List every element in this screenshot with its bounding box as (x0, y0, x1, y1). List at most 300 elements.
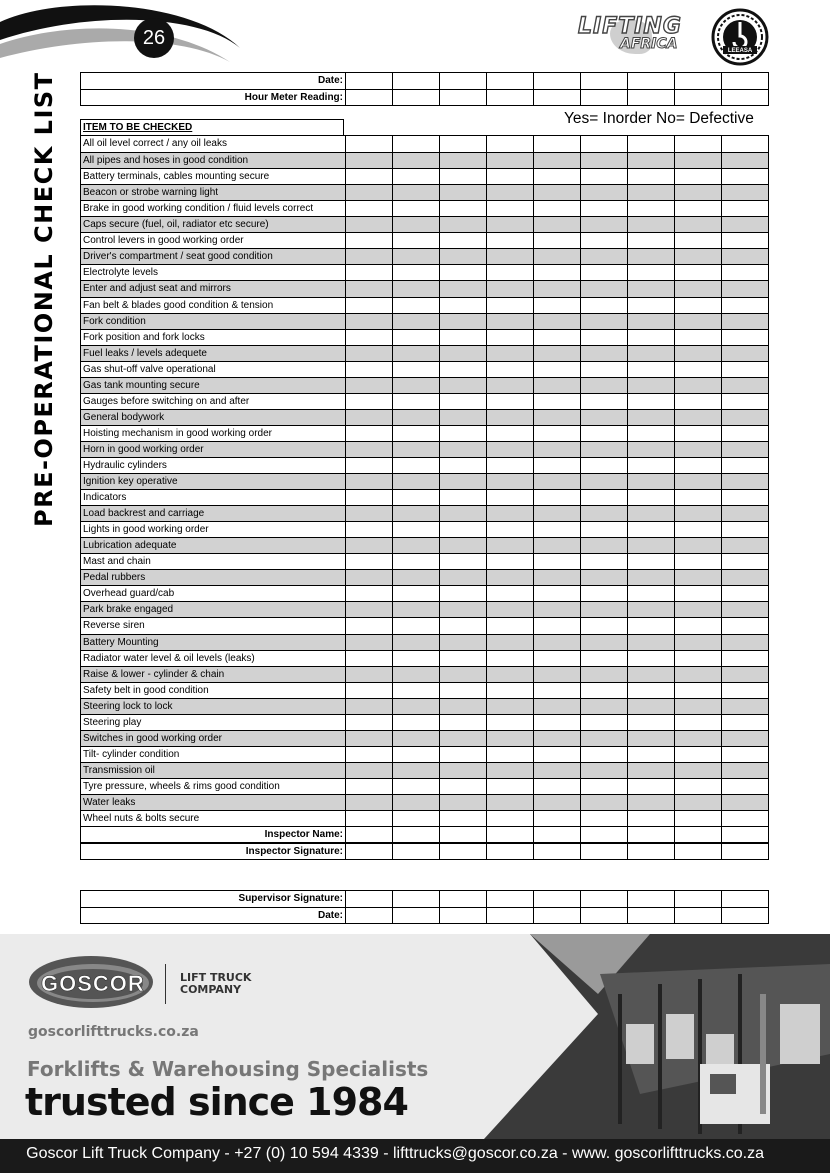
check-cell[interactable] (533, 410, 580, 425)
check-cell[interactable] (721, 651, 768, 666)
check-cell[interactable] (627, 153, 674, 168)
check-cell[interactable] (674, 201, 721, 216)
check-cell[interactable] (486, 442, 533, 457)
check-cell[interactable] (486, 908, 533, 923)
check-cell[interactable] (392, 346, 439, 361)
check-cell[interactable] (345, 362, 392, 377)
check-cell[interactable] (627, 586, 674, 601)
check-cell[interactable] (486, 474, 533, 489)
check-cell[interactable] (674, 763, 721, 778)
check-cell[interactable] (486, 73, 533, 89)
check-cell[interactable] (486, 394, 533, 409)
check-cell[interactable] (486, 699, 533, 714)
check-cell[interactable] (392, 795, 439, 810)
check-cell[interactable] (674, 635, 721, 650)
check-cell[interactable] (392, 811, 439, 826)
check-cell[interactable] (439, 570, 486, 585)
check-cell[interactable] (392, 249, 439, 264)
check-cell[interactable] (486, 217, 533, 232)
check-cell[interactable] (674, 73, 721, 89)
check-cell[interactable] (439, 201, 486, 216)
check-cell[interactable] (486, 618, 533, 633)
check-cell[interactable] (627, 602, 674, 617)
check-cell[interactable] (439, 265, 486, 280)
check-cell[interactable] (533, 265, 580, 280)
check-cell[interactable] (533, 635, 580, 650)
check-cell[interactable] (627, 201, 674, 216)
check-cell[interactable] (627, 554, 674, 569)
check-cell[interactable] (392, 169, 439, 184)
check-cell[interactable] (486, 683, 533, 698)
check-cell[interactable] (439, 779, 486, 794)
check-cell[interactable] (486, 635, 533, 650)
check-cell[interactable] (486, 522, 533, 537)
check-cell[interactable] (392, 667, 439, 682)
check-cell[interactable] (392, 763, 439, 778)
check-cell[interactable] (392, 410, 439, 425)
check-cell[interactable] (345, 908, 392, 923)
check-cell[interactable] (721, 554, 768, 569)
check-cell[interactable] (580, 763, 627, 778)
check-cell[interactable] (533, 442, 580, 457)
check-cell[interactable] (533, 522, 580, 537)
check-cell[interactable] (721, 281, 768, 296)
check-cell[interactable] (345, 522, 392, 537)
check-cell[interactable] (345, 217, 392, 232)
check-cell[interactable] (533, 474, 580, 489)
check-cell[interactable] (345, 683, 392, 698)
check-cell[interactable] (533, 217, 580, 232)
check-cell[interactable] (533, 90, 580, 105)
check-cell[interactable] (674, 458, 721, 473)
check-cell[interactable] (580, 506, 627, 521)
check-cell[interactable] (345, 506, 392, 521)
check-cell[interactable] (392, 73, 439, 89)
check-cell[interactable] (580, 667, 627, 682)
check-cell[interactable] (627, 169, 674, 184)
check-cell[interactable] (721, 346, 768, 361)
check-cell[interactable] (533, 763, 580, 778)
check-cell[interactable] (439, 635, 486, 650)
check-cell[interactable] (392, 314, 439, 329)
check-cell[interactable] (580, 314, 627, 329)
check-cell[interactable] (486, 490, 533, 505)
check-cell[interactable] (392, 538, 439, 553)
check-cell[interactable] (392, 265, 439, 280)
check-cell[interactable] (627, 506, 674, 521)
check-cell[interactable] (439, 249, 486, 264)
check-cell[interactable] (721, 378, 768, 393)
check-cell[interactable] (439, 185, 486, 200)
check-cell[interactable] (533, 747, 580, 762)
check-cell[interactable] (392, 779, 439, 794)
check-cell[interactable] (721, 763, 768, 778)
check-cell[interactable] (486, 153, 533, 168)
check-cell[interactable] (439, 346, 486, 361)
check-cell[interactable] (721, 362, 768, 377)
check-cell[interactable] (721, 635, 768, 650)
check-cell[interactable] (392, 844, 439, 859)
check-cell[interactable] (627, 827, 674, 843)
check-cell[interactable] (533, 779, 580, 794)
check-cell[interactable] (533, 908, 580, 923)
check-cell[interactable] (486, 249, 533, 264)
check-cell[interactable] (345, 201, 392, 216)
check-cell[interactable] (345, 731, 392, 746)
check-cell[interactable] (486, 458, 533, 473)
check-cell[interactable] (345, 667, 392, 682)
check-cell[interactable] (345, 73, 392, 89)
check-cell[interactable] (721, 314, 768, 329)
check-cell[interactable] (486, 169, 533, 184)
check-cell[interactable] (392, 490, 439, 505)
check-cell[interactable] (580, 779, 627, 794)
check-cell[interactable] (392, 217, 439, 232)
check-cell[interactable] (345, 330, 392, 345)
check-cell[interactable] (486, 298, 533, 313)
check-cell[interactable] (580, 522, 627, 537)
check-cell[interactable] (627, 458, 674, 473)
check-cell[interactable] (627, 891, 674, 907)
check-cell[interactable] (674, 330, 721, 345)
check-cell[interactable] (674, 522, 721, 537)
check-cell[interactable] (721, 795, 768, 810)
check-cell[interactable] (627, 618, 674, 633)
check-cell[interactable] (392, 233, 439, 248)
check-cell[interactable] (627, 394, 674, 409)
check-cell[interactable] (486, 506, 533, 521)
check-cell[interactable] (580, 378, 627, 393)
check-cell[interactable] (439, 651, 486, 666)
check-cell[interactable] (627, 217, 674, 232)
check-cell[interactable] (533, 458, 580, 473)
check-cell[interactable] (533, 891, 580, 907)
check-cell[interactable] (486, 570, 533, 585)
check-cell[interactable] (392, 394, 439, 409)
check-cell[interactable] (345, 747, 392, 762)
check-cell[interactable] (627, 442, 674, 457)
check-cell[interactable] (345, 281, 392, 296)
check-cell[interactable] (486, 185, 533, 200)
check-cell[interactable] (580, 570, 627, 585)
check-cell[interactable] (721, 586, 768, 601)
check-cell[interactable] (627, 90, 674, 105)
check-cell[interactable] (486, 586, 533, 601)
check-cell[interactable] (674, 378, 721, 393)
check-cell[interactable] (345, 763, 392, 778)
check-cell[interactable] (721, 330, 768, 345)
check-cell[interactable] (627, 298, 674, 313)
check-cell[interactable] (627, 490, 674, 505)
check-cell[interactable] (392, 153, 439, 168)
check-cell[interactable] (533, 827, 580, 843)
check-cell[interactable] (674, 298, 721, 313)
check-cell[interactable] (674, 249, 721, 264)
check-cell[interactable] (392, 908, 439, 923)
check-cell[interactable] (345, 233, 392, 248)
check-cell[interactable] (721, 458, 768, 473)
check-cell[interactable] (627, 522, 674, 537)
check-cell[interactable] (392, 699, 439, 714)
check-cell[interactable] (721, 426, 768, 441)
check-cell[interactable] (345, 827, 392, 843)
check-cell[interactable] (721, 891, 768, 907)
check-cell[interactable] (533, 731, 580, 746)
check-cell[interactable] (674, 651, 721, 666)
check-cell[interactable] (439, 827, 486, 843)
check-cell[interactable] (580, 699, 627, 714)
check-cell[interactable] (721, 570, 768, 585)
check-cell[interactable] (439, 378, 486, 393)
check-cell[interactable] (721, 249, 768, 264)
check-cell[interactable] (486, 602, 533, 617)
check-cell[interactable] (533, 426, 580, 441)
check-cell[interactable] (721, 233, 768, 248)
check-cell[interactable] (533, 73, 580, 89)
check-cell[interactable] (627, 73, 674, 89)
check-cell[interactable] (674, 410, 721, 425)
check-cell[interactable] (721, 442, 768, 457)
check-cell[interactable] (627, 651, 674, 666)
check-cell[interactable] (674, 554, 721, 569)
check-cell[interactable] (674, 169, 721, 184)
check-cell[interactable] (533, 715, 580, 730)
check-cell[interactable] (392, 602, 439, 617)
check-cell[interactable] (533, 378, 580, 393)
check-cell[interactable] (721, 490, 768, 505)
check-cell[interactable] (486, 731, 533, 746)
check-cell[interactable] (533, 346, 580, 361)
check-cell[interactable] (345, 298, 392, 313)
check-cell[interactable] (439, 233, 486, 248)
check-cell[interactable] (439, 298, 486, 313)
check-cell[interactable] (345, 90, 392, 105)
check-cell[interactable] (627, 731, 674, 746)
check-cell[interactable] (580, 346, 627, 361)
check-cell[interactable] (439, 217, 486, 232)
check-cell[interactable] (486, 346, 533, 361)
check-cell[interactable] (392, 827, 439, 843)
check-cell[interactable] (439, 394, 486, 409)
check-cell[interactable] (533, 490, 580, 505)
check-cell[interactable] (627, 426, 674, 441)
check-cell[interactable] (439, 731, 486, 746)
check-cell[interactable] (439, 844, 486, 859)
check-cell[interactable] (392, 136, 439, 152)
check-cell[interactable] (674, 683, 721, 698)
check-cell[interactable] (674, 314, 721, 329)
check-cell[interactable] (345, 426, 392, 441)
check-cell[interactable] (439, 136, 486, 152)
check-cell[interactable] (580, 169, 627, 184)
check-cell[interactable] (533, 538, 580, 553)
check-cell[interactable] (486, 265, 533, 280)
check-cell[interactable] (486, 90, 533, 105)
check-cell[interactable] (674, 346, 721, 361)
check-cell[interactable] (345, 169, 392, 184)
check-cell[interactable] (721, 715, 768, 730)
check-cell[interactable] (533, 394, 580, 409)
check-cell[interactable] (439, 715, 486, 730)
check-cell[interactable] (580, 811, 627, 826)
check-cell[interactable] (533, 618, 580, 633)
check-cell[interactable] (721, 217, 768, 232)
check-cell[interactable] (392, 506, 439, 521)
check-cell[interactable] (533, 811, 580, 826)
check-cell[interactable] (533, 554, 580, 569)
check-cell[interactable] (533, 844, 580, 859)
check-cell[interactable] (674, 185, 721, 200)
check-cell[interactable] (674, 891, 721, 907)
check-cell[interactable] (345, 538, 392, 553)
check-cell[interactable] (345, 891, 392, 907)
check-cell[interactable] (439, 281, 486, 296)
check-cell[interactable] (721, 844, 768, 859)
check-cell[interactable] (721, 90, 768, 105)
check-cell[interactable] (486, 201, 533, 216)
check-cell[interactable] (580, 249, 627, 264)
check-cell[interactable] (721, 683, 768, 698)
check-cell[interactable] (439, 458, 486, 473)
check-cell[interactable] (580, 731, 627, 746)
check-cell[interactable] (627, 844, 674, 859)
check-cell[interactable] (439, 586, 486, 601)
check-cell[interactable] (392, 362, 439, 377)
check-cell[interactable] (627, 908, 674, 923)
check-cell[interactable] (674, 908, 721, 923)
check-cell[interactable] (580, 908, 627, 923)
check-cell[interactable] (674, 795, 721, 810)
check-cell[interactable] (392, 570, 439, 585)
check-cell[interactable] (486, 314, 533, 329)
check-cell[interactable] (345, 586, 392, 601)
check-cell[interactable] (345, 618, 392, 633)
check-cell[interactable] (580, 635, 627, 650)
check-cell[interactable] (439, 602, 486, 617)
check-cell[interactable] (392, 715, 439, 730)
check-cell[interactable] (439, 474, 486, 489)
check-cell[interactable] (345, 378, 392, 393)
check-cell[interactable] (486, 281, 533, 296)
check-cell[interactable] (580, 795, 627, 810)
check-cell[interactable] (674, 538, 721, 553)
check-cell[interactable] (580, 683, 627, 698)
check-cell[interactable] (580, 538, 627, 553)
check-cell[interactable] (439, 410, 486, 425)
check-cell[interactable] (439, 891, 486, 907)
check-cell[interactable] (439, 811, 486, 826)
check-cell[interactable] (580, 233, 627, 248)
check-cell[interactable] (580, 827, 627, 843)
check-cell[interactable] (486, 554, 533, 569)
check-cell[interactable] (580, 844, 627, 859)
check-cell[interactable] (486, 410, 533, 425)
check-cell[interactable] (439, 699, 486, 714)
check-cell[interactable] (627, 330, 674, 345)
check-cell[interactable] (533, 201, 580, 216)
check-cell[interactable] (627, 410, 674, 425)
check-cell[interactable] (392, 378, 439, 393)
check-cell[interactable] (580, 217, 627, 232)
check-cell[interactable] (627, 538, 674, 553)
check-cell[interactable] (627, 185, 674, 200)
check-cell[interactable] (345, 635, 392, 650)
check-cell[interactable] (392, 651, 439, 666)
check-cell[interactable] (721, 265, 768, 280)
check-cell[interactable] (533, 699, 580, 714)
check-cell[interactable] (580, 474, 627, 489)
check-cell[interactable] (486, 844, 533, 859)
check-cell[interactable] (674, 731, 721, 746)
check-cell[interactable] (721, 201, 768, 216)
check-cell[interactable] (674, 618, 721, 633)
check-cell[interactable] (674, 699, 721, 714)
check-cell[interactable] (533, 586, 580, 601)
check-cell[interactable] (392, 474, 439, 489)
check-cell[interactable] (439, 314, 486, 329)
check-cell[interactable] (533, 136, 580, 152)
check-cell[interactable] (486, 538, 533, 553)
check-cell[interactable] (674, 586, 721, 601)
check-cell[interactable] (580, 490, 627, 505)
check-cell[interactable] (627, 795, 674, 810)
check-cell[interactable] (674, 474, 721, 489)
check-cell[interactable] (486, 891, 533, 907)
check-cell[interactable] (392, 586, 439, 601)
check-cell[interactable] (392, 635, 439, 650)
check-cell[interactable] (392, 618, 439, 633)
check-cell[interactable] (533, 185, 580, 200)
check-cell[interactable] (580, 362, 627, 377)
check-cell[interactable] (721, 602, 768, 617)
check-cell[interactable] (533, 314, 580, 329)
check-cell[interactable] (533, 330, 580, 345)
check-cell[interactable] (721, 699, 768, 714)
check-cell[interactable] (439, 667, 486, 682)
check-cell[interactable] (439, 683, 486, 698)
check-cell[interactable] (439, 169, 486, 184)
check-cell[interactable] (345, 844, 392, 859)
check-cell[interactable] (580, 265, 627, 280)
check-cell[interactable] (345, 715, 392, 730)
check-cell[interactable] (439, 330, 486, 345)
check-cell[interactable] (439, 426, 486, 441)
check-cell[interactable] (533, 506, 580, 521)
check-cell[interactable] (721, 747, 768, 762)
check-cell[interactable] (345, 779, 392, 794)
check-cell[interactable] (345, 346, 392, 361)
check-cell[interactable] (627, 314, 674, 329)
check-cell[interactable] (486, 651, 533, 666)
check-cell[interactable] (721, 73, 768, 89)
check-cell[interactable] (392, 458, 439, 473)
check-cell[interactable] (345, 265, 392, 280)
check-cell[interactable] (439, 73, 486, 89)
check-cell[interactable] (486, 378, 533, 393)
check-cell[interactable] (439, 362, 486, 377)
check-cell[interactable] (674, 490, 721, 505)
check-cell[interactable] (721, 474, 768, 489)
check-cell[interactable] (580, 747, 627, 762)
check-cell[interactable] (345, 410, 392, 425)
check-cell[interactable] (721, 506, 768, 521)
check-cell[interactable] (674, 827, 721, 843)
check-cell[interactable] (392, 442, 439, 457)
check-cell[interactable] (674, 602, 721, 617)
check-cell[interactable] (580, 394, 627, 409)
check-cell[interactable] (392, 554, 439, 569)
check-cell[interactable] (486, 747, 533, 762)
